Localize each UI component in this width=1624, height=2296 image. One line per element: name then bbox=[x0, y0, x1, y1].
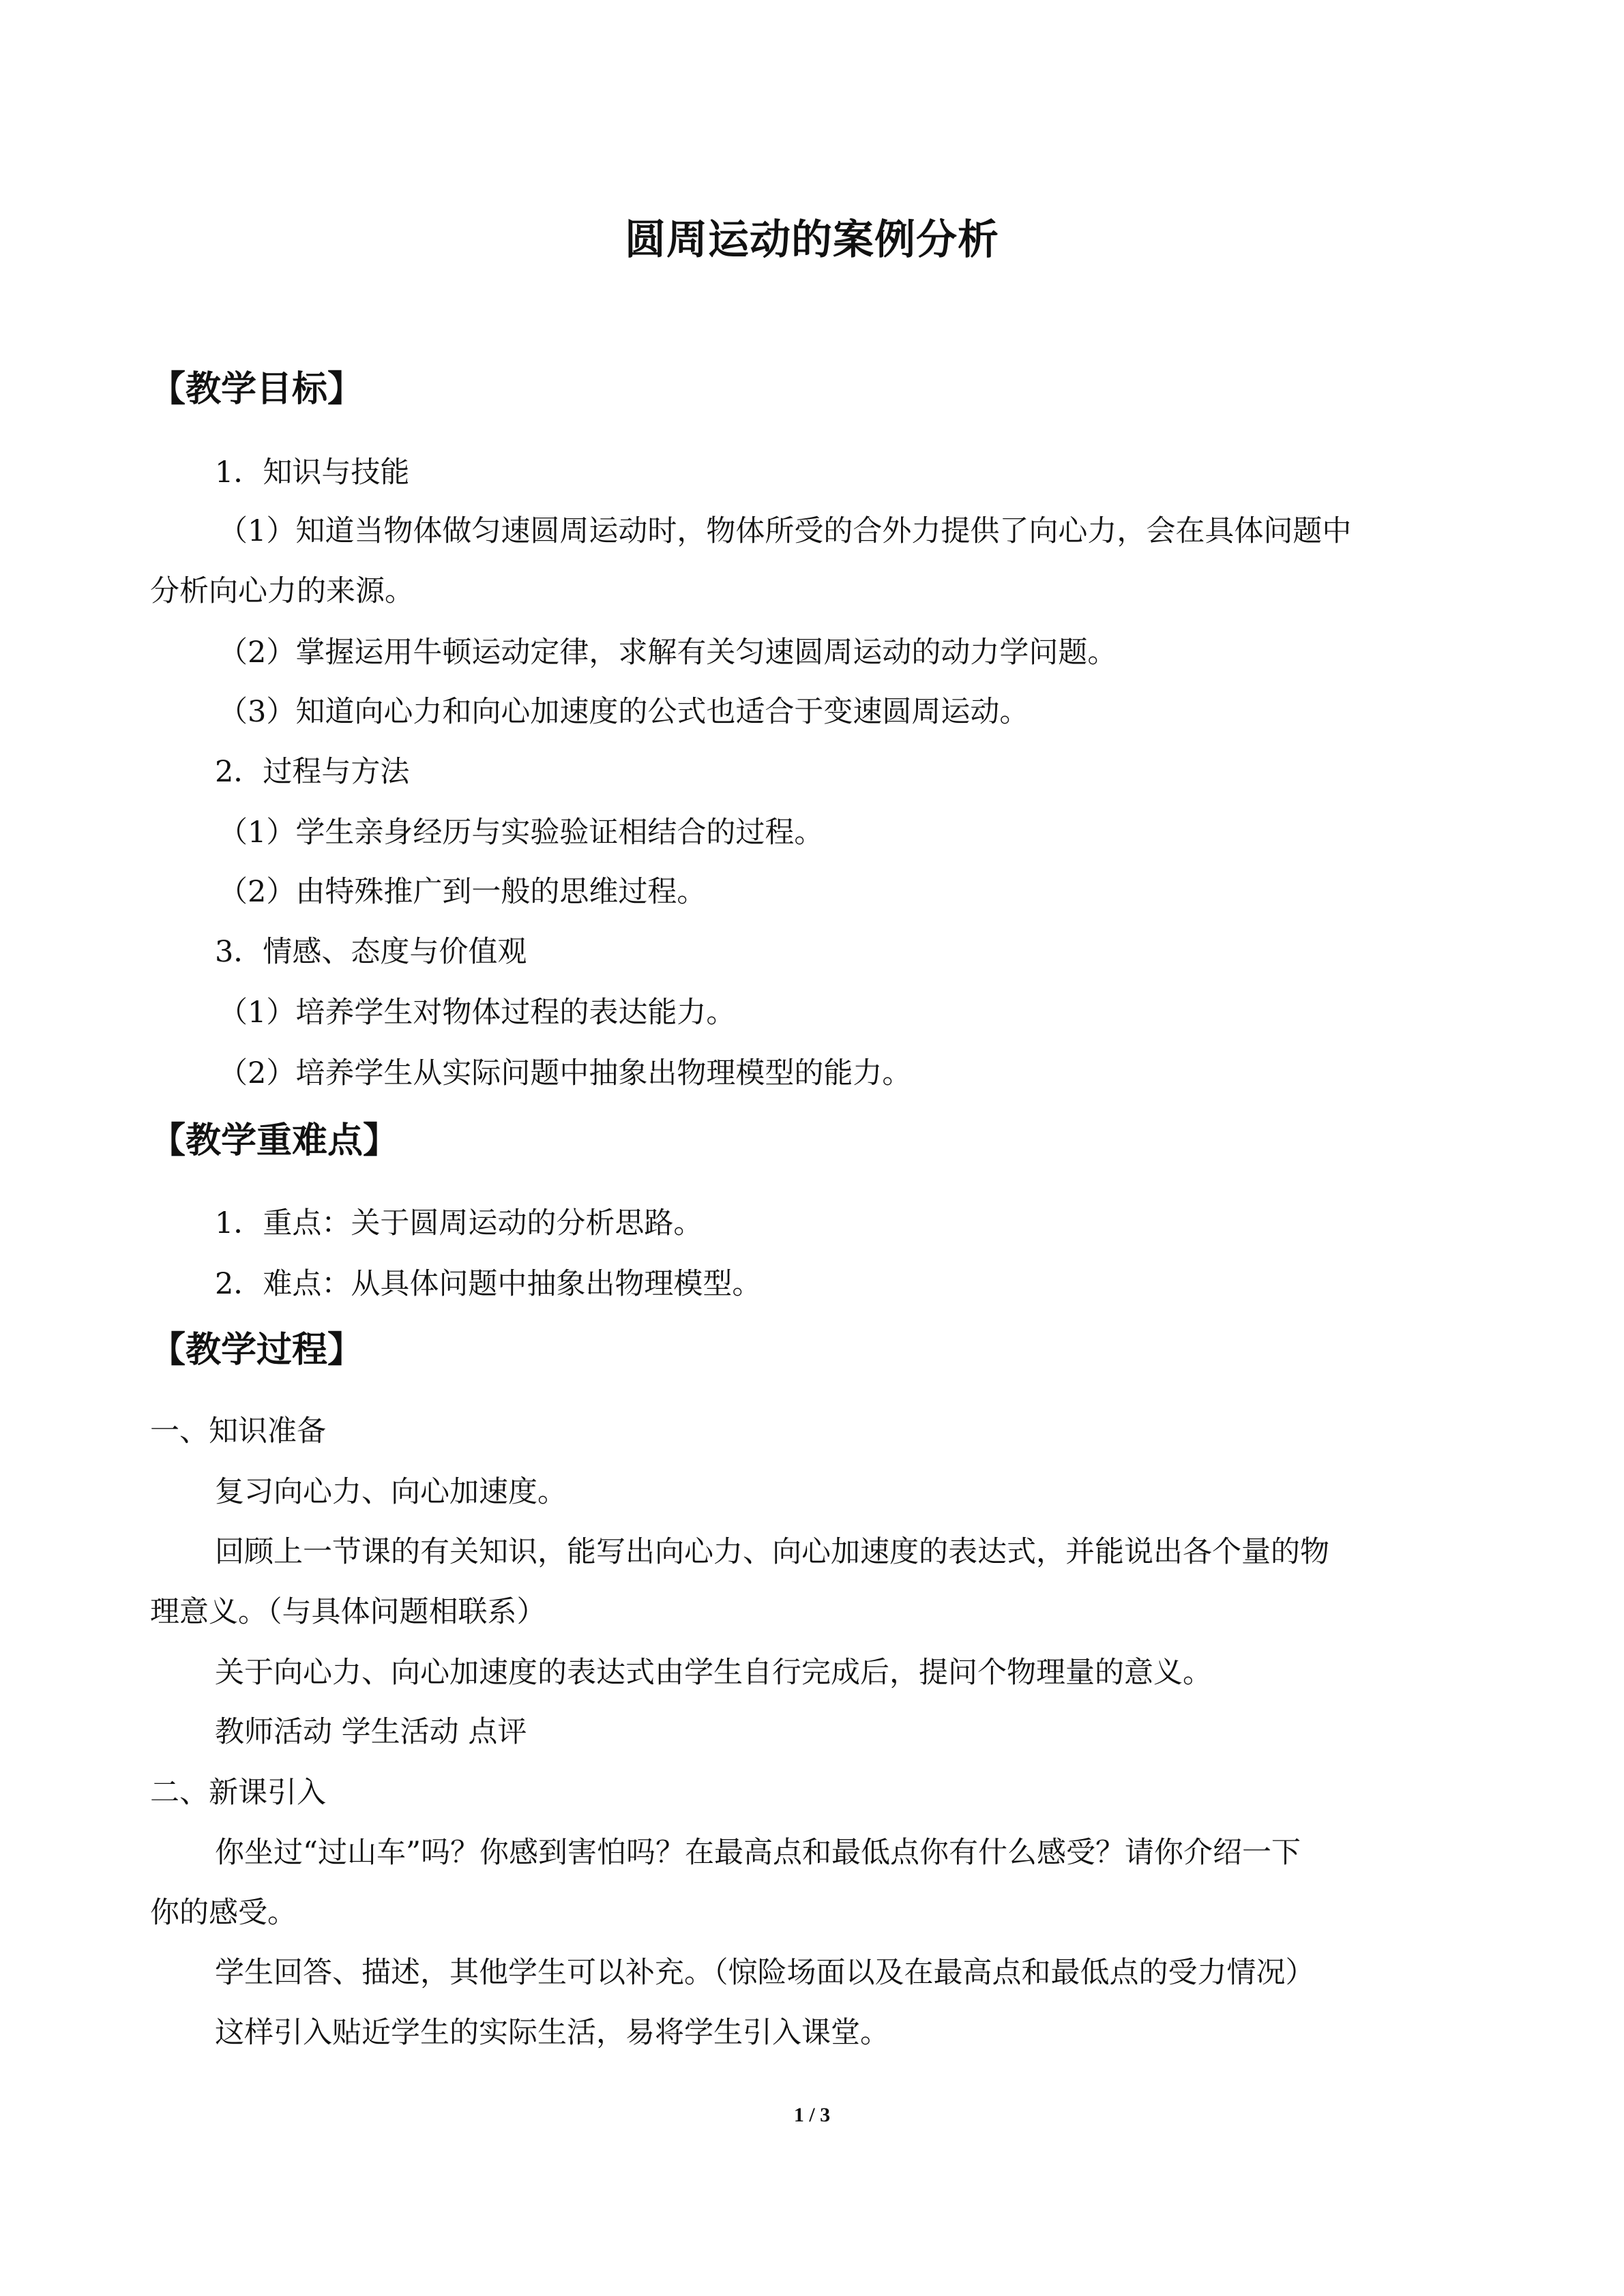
process-line: 你的感受。 bbox=[150, 1896, 297, 1930]
process-line: 你坐过“过山车”吗？你感到害怕吗？在最高点和最低点你有什么感受？请你介绍一下 bbox=[215, 1836, 1301, 1870]
key-point-line: 1．重点：关于圆周运动的分析思路。 bbox=[215, 1206, 703, 1240]
goal-line: （3）知道向心力和向心加速度的公式也适合于变速圆周运动。 bbox=[218, 695, 1029, 729]
goal-line: 3．情感、态度与价值观 bbox=[215, 935, 527, 969]
key-point-line: 2．难点：从具体问题中抽象出物理模型。 bbox=[215, 1267, 762, 1301]
section-heading-goals: 【教学目标】 bbox=[150, 369, 364, 410]
process-line: 二、新课引入 bbox=[150, 1776, 326, 1810]
process-line: 教师活动 学生活动 点评 bbox=[215, 1715, 527, 1749]
goal-line: （1）知道当物体做匀速圆周运动时，物体所受的合外力提供了向心力，会在具体问题中 bbox=[218, 514, 1352, 548]
goal-line: 2．过程与方法 bbox=[215, 755, 410, 789]
goal-line: （2）掌握运用牛顿运动定律，求解有关匀速圆周运动的动力学问题。 bbox=[218, 636, 1117, 670]
process-line: 回顾上一节课的有关知识，能写出向心力、向心加速度的表达式，并能说出各个量的物 bbox=[215, 1535, 1329, 1569]
process-line: 一、知识准备 bbox=[150, 1414, 326, 1448]
goal-line: （2）由特殊推广到一般的思维过程。 bbox=[218, 875, 707, 909]
goal-line: 分析向心力的来源。 bbox=[150, 574, 414, 608]
page-number: 1 / 3 bbox=[793, 2104, 831, 2126]
process-line: 理意义。（与具体问题相联系） bbox=[150, 1595, 546, 1629]
goal-line: （2）培养学生从实际问题中抽象出物理模型的能力。 bbox=[218, 1056, 912, 1090]
process-line: 关于向心力、向心加速度的表达式由学生自行完成后，提问个物理量的意义。 bbox=[215, 1656, 1212, 1690]
section-heading-process: 【教学过程】 bbox=[150, 1330, 364, 1371]
process-line: 复习向心力、向心加速度。 bbox=[215, 1475, 567, 1509]
section-heading-key-points: 【教学重难点】 bbox=[150, 1120, 399, 1161]
goal-line: 1．知识与技能 bbox=[215, 456, 410, 490]
document-title: 圆周运动的案例分析 bbox=[625, 216, 999, 264]
process-line: 这样引入贴近学生的实际生活，易将学生引入课堂。 bbox=[215, 2016, 889, 2050]
goal-line: （1）培养学生对物体过程的表达能力。 bbox=[218, 996, 736, 1030]
goal-line: （1）学生亲身经历与实验验证相结合的过程。 bbox=[218, 816, 824, 850]
process-line: 学生回答、描述，其他学生可以补充。（惊险场面以及在最高点和最低点的受力情况） bbox=[215, 1956, 1315, 1990]
